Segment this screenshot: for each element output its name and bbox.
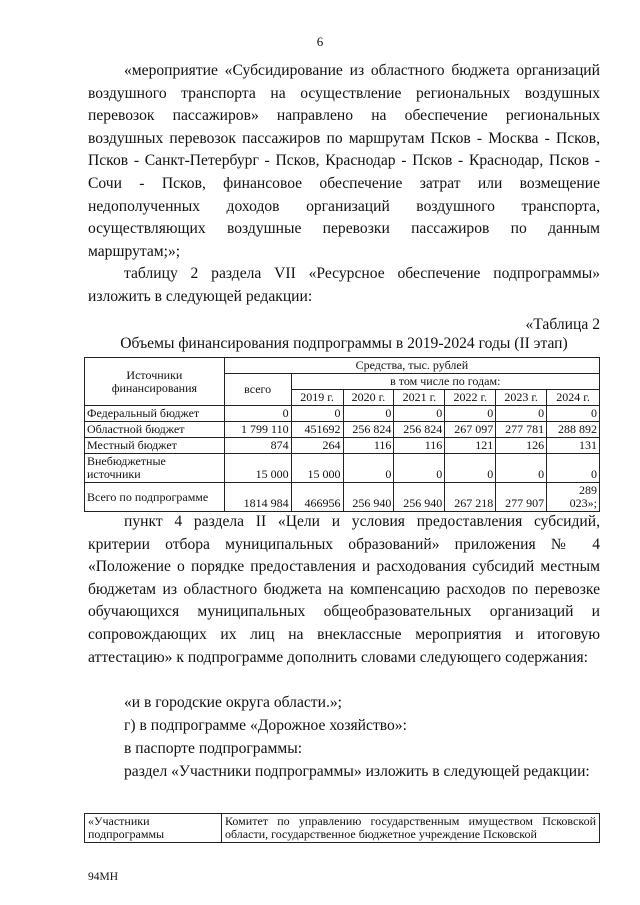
footer-code: 94МН bbox=[88, 871, 119, 883]
row-value: 256 940 bbox=[394, 483, 445, 512]
row-value: 0 bbox=[547, 454, 600, 483]
paragraph-air-transport-measure: «мероприятие «Субсидирование из областного бюджета организаций воздушного транспорта на осуществление региональных воздушных перевозок пассажиров» направлено на обеспечение региональных воздушных перевозок пассажиров по маршрутам Псков - Москва - Псков, Псков - Санкт-Петербург - Псков, Краснодар - Псков - Краснодар, Псков - Сочи - Псков, финансовое обеспечение затрат или возмещение недополученных доходов организаций воздушного транспорта, осуществляющих воздушные перевозки пассажиров по данным маршрутам;»; bbox=[88, 62, 600, 260]
row-value: 289 023»; bbox=[547, 483, 600, 512]
header-year: 2020 г. bbox=[343, 390, 394, 406]
row-source: Федеральный бюджет bbox=[85, 406, 225, 422]
table-header-row bbox=[85, 358, 600, 374]
row-value: 121 bbox=[445, 438, 496, 454]
table-label: «Таблица 2 bbox=[525, 316, 600, 333]
row-value: 0 bbox=[343, 406, 394, 422]
row-value: 0 bbox=[394, 406, 445, 422]
table-title: Объемы финансирования подпрограммы в 2019-2024 годы (II этап) bbox=[120, 335, 568, 352]
table-row bbox=[85, 814, 600, 843]
header-year: 2021 г. bbox=[394, 390, 445, 406]
header-by-years: в том числе по годам: bbox=[291, 374, 599, 390]
row-total: 0 bbox=[224, 406, 291, 422]
paragraph-subsidy-amendment: пункт 4 раздела II «Цели и условия предоставления субсидий, критерии отбора муниципальных образований» приложения № 4 «Положение о порядке предоставления и расходования субсидий местным бюджетам из областного бюджета на компенсацию расходов по перевозке обучающихся муниципальных общеобразовательных организаций и сопровождающих их лиц на внеклассные мероприятия и итоговую аттестацию» к подпрограмме дополнить словами следующего содержания: bbox=[88, 513, 600, 666]
row-total: 874 bbox=[224, 438, 291, 454]
row-source: Местный бюджет bbox=[85, 438, 225, 454]
participants-label: «Участники подпрограммы bbox=[85, 814, 222, 843]
row-value: 116 bbox=[343, 438, 394, 454]
paragraph-participants-instruction: раздел «Участники подпрограммы» изложить в следующей редакции: bbox=[124, 763, 590, 780]
row-value: 256 824 bbox=[343, 422, 394, 438]
row-value: 0 bbox=[343, 454, 394, 483]
row-value: 126 bbox=[496, 438, 547, 454]
row-source: Внебюджетные источники bbox=[85, 454, 225, 483]
row-source: Областной бюджет bbox=[85, 422, 225, 438]
table-row bbox=[85, 454, 600, 483]
financing-table bbox=[84, 357, 600, 512]
row-value: 0 bbox=[445, 454, 496, 483]
participants-table bbox=[84, 813, 600, 843]
page-number: 6 bbox=[316, 34, 324, 49]
row-value: 288 892 bbox=[547, 422, 600, 438]
row-value: 264 bbox=[291, 438, 343, 454]
paragraph-table2-instruction: таблицу 2 раздела VII «Ресурсное обеспечение подпрограммы» изложить в следующей редакции: bbox=[88, 265, 600, 305]
row-value: 466956 bbox=[291, 483, 343, 512]
row-value: 267 097 bbox=[445, 422, 496, 438]
paragraph-city-districts: «и в городские округа области.»; bbox=[124, 694, 342, 711]
table-row bbox=[85, 406, 600, 422]
header-total: всего bbox=[224, 374, 291, 406]
row-total: 1814 984 bbox=[224, 483, 291, 512]
header-source: Источники финансирования bbox=[85, 358, 225, 406]
header-funds: Средства, тыс. рублей bbox=[224, 358, 599, 374]
row-value: 0 bbox=[496, 406, 547, 422]
row-value: 0 bbox=[291, 406, 343, 422]
header-year: 2024 г. bbox=[547, 390, 600, 406]
row-total: 1 799 110 bbox=[224, 422, 291, 438]
row-value: 0 bbox=[394, 454, 445, 483]
row-value: 131 bbox=[547, 438, 600, 454]
row-value: 277 907 bbox=[496, 483, 547, 512]
table-row bbox=[85, 483, 600, 512]
row-source: Всего по подпрограмме bbox=[85, 483, 225, 512]
row-value: 256 824 bbox=[394, 422, 445, 438]
header-year: 2022 г. bbox=[445, 390, 496, 406]
paragraph-passport: в паспорте подпрограммы: bbox=[124, 740, 303, 757]
paragraph-road-subprogram: г) в подпрограмме «Дорожное хозяйство»: bbox=[124, 717, 407, 734]
row-value: 0 bbox=[445, 406, 496, 422]
table-row bbox=[85, 422, 600, 438]
header-year: 2023 г. bbox=[496, 390, 547, 406]
row-value: 116 bbox=[394, 438, 445, 454]
row-value: 15 000 bbox=[291, 454, 343, 483]
row-value: 0 bbox=[547, 406, 600, 422]
table-row bbox=[85, 438, 600, 454]
row-value: 0 bbox=[496, 454, 547, 483]
row-value: 451692 bbox=[291, 422, 343, 438]
row-total: 15 000 bbox=[224, 454, 291, 483]
row-value: 267 218 bbox=[445, 483, 496, 512]
row-value: 277 781 bbox=[496, 422, 547, 438]
participants-value: Комитет по управлению государственным имуществом Псковской области, государственное бюджетное учреждение Псковской bbox=[222, 814, 600, 843]
row-value: 256 940 bbox=[343, 483, 394, 512]
header-year: 2019 г. bbox=[291, 390, 343, 406]
